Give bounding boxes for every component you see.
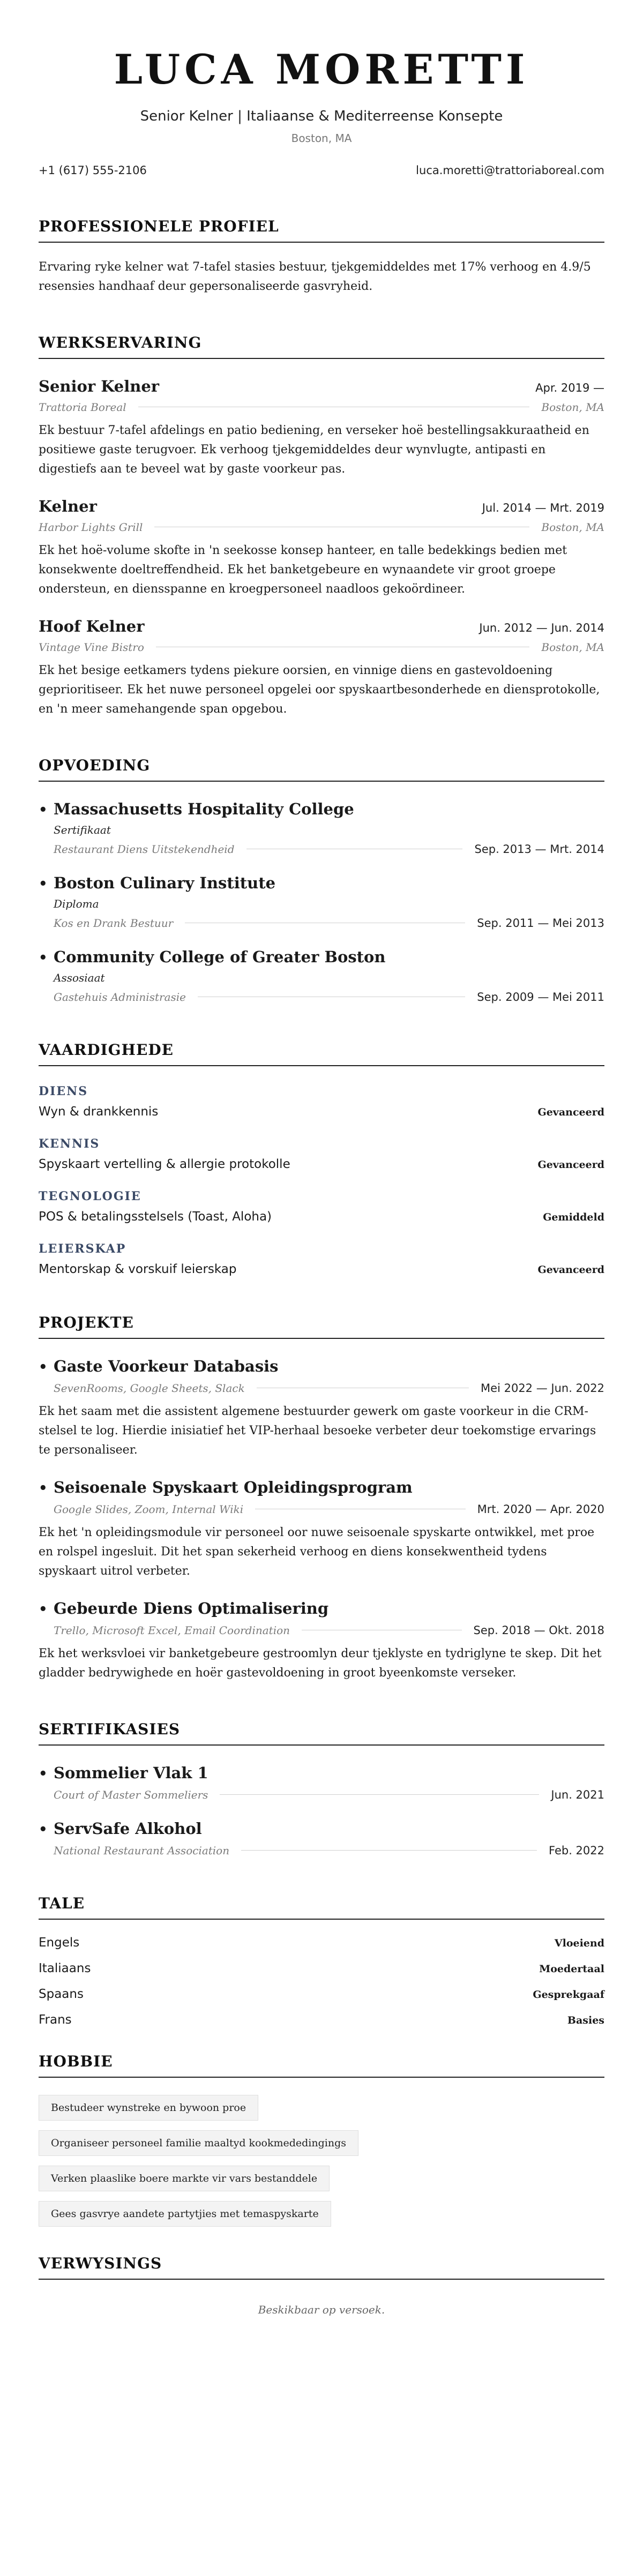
job-dates: Apr. 2019 —	[535, 381, 604, 394]
project-tools: Trello, Microsoft Excel, Email Coordination	[54, 1623, 290, 1637]
language-level: Gesprekgaaf	[533, 1988, 604, 2001]
degree: Sertifikaat	[54, 823, 111, 836]
certification-date: Feb. 2022	[549, 1844, 604, 1857]
job-role: Senior Kelner	[39, 377, 160, 395]
language-row	[39, 1961, 604, 1975]
project-entry	[39, 1357, 604, 1460]
job-description: Ek bestuur 7-tafel afdelings en patio bediening, en verseker hoë bestellingsakkuraatheid en positiewe gaste terugvoer. Ek verhoog tjekgemiddeldes deur wynvlugte, antipasti en digestiefs aan te beveel wat by gaste voorkeur pas.	[39, 423, 589, 476]
language-level: Vloeiend	[554, 1937, 604, 1949]
job-company: Vintage Vine Bistro	[39, 640, 144, 654]
certification-entry	[39, 1819, 604, 1857]
job-description: Ek het besige eetkamers tydens piekure oorsien, en vinnige diens en gastevoldoening geprioritiseer. Ek het nuwe personeel opgelei oor spyskaartbesonderhede en diensprotokolle, en 'n meer samehangende span opgebou.	[39, 663, 600, 716]
skill-group	[39, 1084, 604, 1119]
job-dates: Jun. 2012 — Jun. 2014	[479, 621, 604, 634]
language-row	[39, 1987, 604, 2001]
section-title: WERKSERVARING	[39, 334, 604, 359]
field-of-study: Gastehuis Administrasie	[54, 990, 186, 1004]
job-entry	[39, 617, 604, 719]
hobby-tag: Bestudeer wynstreke en bywoon proe	[39, 2095, 258, 2121]
experience-section	[39, 334, 604, 719]
references-text: Beskikbaar op versoek.	[258, 2303, 385, 2316]
email-address: luca.moretti@trattoriaboreal.com	[416, 163, 604, 177]
candidate-headline: Senior Kelner | Italiaanse & Mediterreense Konsepte	[140, 108, 503, 124]
bullet-icon: •	[39, 1601, 48, 1618]
education-dates: Sep. 2009 — Mei 2011	[477, 990, 604, 1004]
section-title: VERWYSINGS	[39, 2255, 604, 2280]
degree: Diploma	[54, 897, 99, 910]
profile-section	[39, 218, 604, 296]
skill-category: TEGNOLOGIE	[39, 1189, 141, 1203]
bullet-icon: •	[39, 802, 48, 818]
hobbies-section	[39, 2053, 604, 2227]
skill-level: Gevanceerd	[537, 1106, 604, 1118]
job-role: Hoof Kelner	[39, 617, 145, 635]
skill-name: POS & betalingsstelsels (Toast, Aloha)	[39, 1209, 272, 1224]
certification-name: ServSafe Alkohol	[54, 1819, 202, 1838]
school-name: Boston Culinary Institute	[54, 873, 276, 892]
profile-text: Ervaring ryke kelner wat 7-tafel stasies bestuur, tjekgemiddeldes met 17% verhoog en 4.9/5 resensies handhaaf deur gepersonaliseerde gasvryheid.	[39, 260, 591, 293]
job-dates: Jul. 2014 — Mrt. 2019	[482, 501, 604, 514]
certification-date: Jun. 2021	[551, 1788, 604, 1801]
hobby-tag: Gees gasvrye aandete partytjies met temaspyskarte	[39, 2201, 331, 2227]
education-entry	[39, 800, 604, 856]
bullet-icon: •	[39, 875, 48, 892]
skills-section	[39, 1041, 604, 1276]
project-entry	[39, 1478, 604, 1581]
job-description: Ek het hoë-volume skofte in 'n seekosse konsep hanteer, en talle bedekkings bedien met konsekwente doeltreffendheid. Ek het banketgebeure en wynaandete vir groot groepe ondersteun, en diensspanne en kroegpersoneel naadloos gekoördineer.	[39, 543, 567, 596]
hobby-tag: Organiseer personeel familie maaltyd kookmededingings	[39, 2130, 358, 2156]
school-name: Massachusetts Hospitality College	[54, 799, 354, 818]
job-location: Boston, MA	[541, 520, 604, 534]
language-name: Engels	[39, 1935, 80, 1950]
divider	[220, 1794, 539, 1795]
project-dates: Mrt. 2020 — Apr. 2020	[477, 1502, 604, 1516]
certification-issuer: Court of Master Sommeliers	[54, 1788, 208, 1801]
bullet-icon: •	[39, 1480, 48, 1496]
language-row	[39, 2013, 604, 2027]
project-name: Seisoenale Spyskaart Opleidingsprogram	[54, 1478, 413, 1496]
project-dates: Sep. 2018 — Okt. 2018	[473, 1623, 604, 1637]
hobby-tag: Verken plaaslike boere markte vir vars bestanddele	[39, 2166, 330, 2191]
language-name: Frans	[39, 2012, 72, 2027]
degree: Assosiaat	[54, 971, 105, 984]
project-description: Ek het werksvloei vir banketgebeure gestroomlyn deur tjeklyste en tydriglyne te skep. Dit het gladder bedrywighede en hoër gastevoldoening in groot byeenkomste verseker.	[39, 1646, 602, 1680]
job-location: Boston, MA	[541, 640, 604, 654]
skill-level: Gevanceerd	[537, 1158, 604, 1171]
skill-group	[39, 1242, 604, 1276]
section-title: VAARDIGHEDE	[39, 1041, 604, 1066]
bullet-icon: •	[39, 1765, 48, 1782]
language-name: Italiaans	[39, 1961, 91, 1975]
field-of-study: Kos en Drank Bestuur	[54, 916, 174, 930]
projects-section	[39, 1314, 604, 1683]
education-dates: Sep. 2011 — Mei 2013	[477, 916, 604, 930]
candidate-location: Boston, MA	[291, 131, 352, 145]
skill-category: DIENS	[39, 1084, 88, 1098]
education-section	[39, 757, 604, 1004]
section-title: TALE	[39, 1894, 604, 1920]
bullet-icon: •	[39, 949, 48, 966]
project-tools: Google Slides, Zoom, Internal Wiki	[54, 1502, 244, 1516]
certification-name: Sommelier Vlak 1	[54, 1763, 208, 1782]
skill-level: Gevanceerd	[537, 1263, 604, 1276]
certification-entry	[39, 1764, 604, 1801]
languages-section	[39, 1894, 604, 2027]
contact-row	[39, 164, 604, 177]
skill-category: LEIERSKAP	[39, 1241, 126, 1256]
candidate-name: LUCA MORETTI	[114, 46, 529, 93]
skill-name: Spyskaart vertelling & allergie protokolle	[39, 1157, 290, 1171]
bullet-icon: •	[39, 1821, 48, 1838]
skill-group	[39, 1137, 604, 1171]
job-role: Kelner	[39, 497, 97, 515]
language-level: Moedertaal	[539, 1963, 604, 1975]
skill-name: Mentorskap & vorskuif leierskap	[39, 1262, 237, 1276]
section-title: PROJEKTE	[39, 1314, 604, 1339]
section-title: HOBBIE	[39, 2053, 604, 2078]
job-company: Trattoria Boreal	[39, 400, 126, 414]
project-tools: SevenRooms, Google Sheets, Slack	[54, 1381, 245, 1395]
skill-level: Gemiddeld	[543, 1211, 604, 1223]
references-section	[39, 2255, 604, 2316]
school-name: Community College of Greater Boston	[54, 947, 386, 966]
education-dates: Sep. 2013 — Mrt. 2014	[474, 842, 604, 856]
project-description: Ek het 'n opleidingsmodule vir personeel oor nuwe seisoenale spyskarte ontwikkel, met proe en rolspel ingesluit. Dit het span sekerheid verhoog en diens konsekwentheid tydens spyskaart uitrol verbeter.	[39, 1525, 595, 1578]
job-location: Boston, MA	[541, 400, 604, 414]
divider	[241, 1850, 537, 1851]
section-title: PROFESSIONELE PROFIEL	[39, 218, 604, 243]
job-entry	[39, 377, 604, 479]
education-entry	[39, 874, 604, 930]
certification-issuer: National Restaurant Association	[54, 1844, 230, 1857]
job-company: Harbor Lights Grill	[39, 520, 143, 534]
skill-name: Wyn & drankkennis	[39, 1104, 159, 1119]
project-entry	[39, 1599, 604, 1683]
language-level: Basies	[567, 2014, 604, 2026]
language-row	[39, 1936, 604, 1950]
job-entry	[39, 497, 604, 599]
bullet-icon: •	[39, 1359, 48, 1375]
project-dates: Mei 2022 — Jun. 2022	[481, 1381, 604, 1395]
language-name: Spaans	[39, 1987, 84, 2001]
project-description: Ek het saam met die assistent algemene bestuurder gewerk om gaste voorkeur in die CRM-stelsel te log. Hierdie inisiatief het VIP-herhaal besoeke verbeter deur toekomstige ervarings te personaliseer.	[39, 1404, 596, 1457]
certifications-section	[39, 1720, 604, 1857]
section-title: SERTIFIKASIES	[39, 1720, 604, 1746]
section-title: OPVOEDING	[39, 757, 604, 782]
project-name: Gebeurde Diens Optimalisering	[54, 1599, 329, 1618]
phone-number: +1 (617) 555-2106	[39, 163, 147, 177]
skill-group	[39, 1189, 604, 1224]
education-entry	[39, 948, 604, 1004]
project-name: Gaste Voorkeur Databasis	[54, 1357, 279, 1375]
field-of-study: Restaurant Diens Uitstekendheid	[54, 842, 235, 856]
skill-category: KENNIS	[39, 1136, 100, 1151]
